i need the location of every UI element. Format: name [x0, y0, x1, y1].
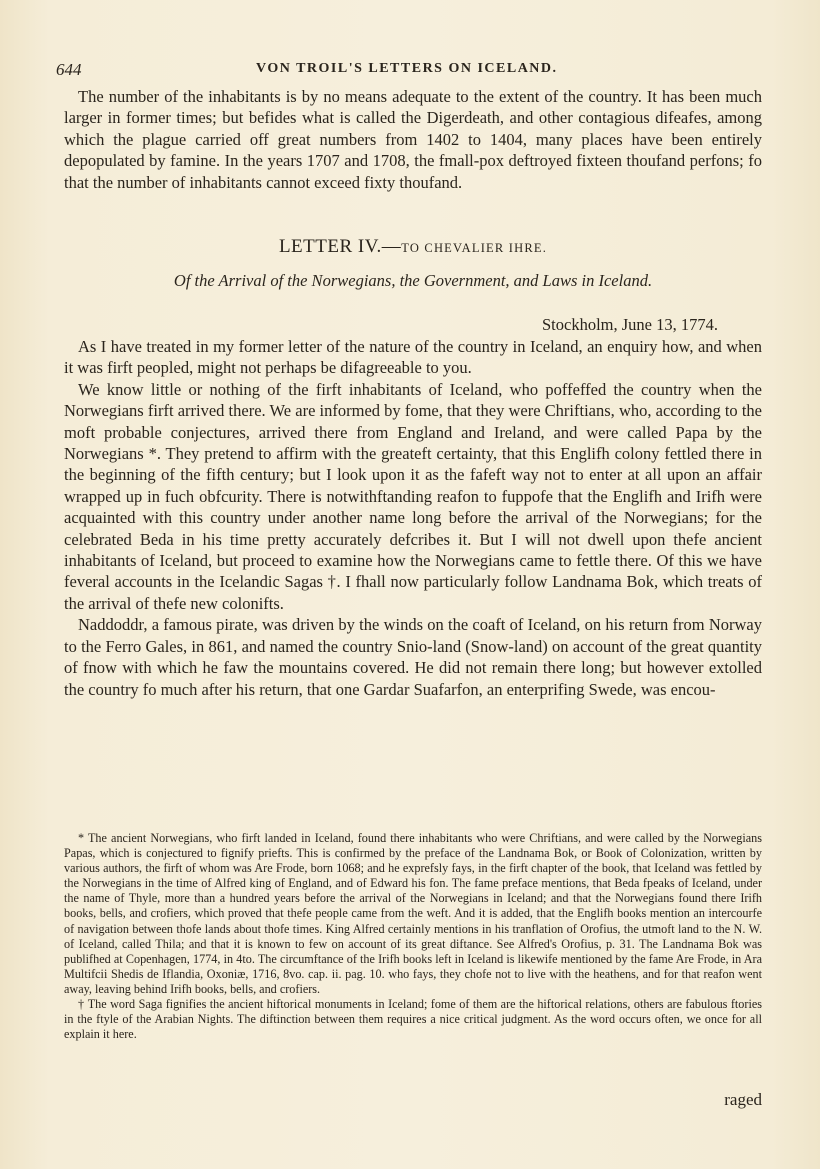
intro-paragraph: The number of the inhabitants is by no means adequate to the extent of the country. It has been much larger in former times; but befides what is called the Digerdeath, and other contagious difeafes, among which the plague carried off great numbers from 1402 to 1404, many places have been entirely depopulated by famine. In the years 1707 and 1708, the fmall-pox deftroyed fixteen thoufand perfons; fo that the number of inhabitants cannot exceed fixty thoufand. — [64, 87, 762, 192]
letter-paragraph: We know little or nothing of the firft inhabitants of Iceland, who poffeffed the country when the Norwegians firft arrived there. We are informed by fome, that they were Chriftians, who, according to the moft probable conjectures, arrived there from England and Ireland, and were called Papa by the Norwegians *. They pretend to affirm with the greateft certainty, that this Englifh colony fettled there in the beginning of the fifth century; but I look upon it as the fafeft way not to enter at all upon an affair wrapped up in fuch obfcurity. There is notwithftanding reafon to fuppofe that the Englifh and Irifh were acquainted with this country under another name long before the arrival of the Norwegians; for the celebrated Beda in his time pretty accurately defcribes it. But I will not dwell upon thefe ancient inhabitants of Iceland, but proceed to examine how the Norwegians came to fettle there. Of this we have feveral accounts in the Icelandic Sagas †. I fhall now particularly follow Landnama Bok, which treats of the arrival of thefe new colonifts. — [64, 379, 762, 613]
letter-recipient: TO CHEVALIER IHRE. — [401, 241, 548, 255]
letter-body — [64, 336, 762, 700]
running-head: VON TROIL'S LETTERS ON ICELAND. — [256, 61, 558, 76]
letter-subtitle: Of the Arrival of the Norwegians, the Government, and Laws in Iceland. — [173, 271, 653, 290]
page-header — [56, 58, 764, 88]
letter-heading — [64, 236, 762, 258]
letter-dateline: Stockholm, June 13, 1774. — [542, 315, 718, 334]
footnote: * The ancient Norwegians, who firft landed in Iceland, found there inhabitants who were Chriftians, and were called by the Norwegians Papas, which is conjectured to fignify priefts. This is confirmed by the preface of the Landnama Bok, or Book of Colonization, written by various authors, the firft of whom was Are Frode, born 1068; and he exprefsly fays, in the firft chapter of the book, that Iceland was fettled by the Norwegians in the time of Alfred king of England, and of Edward his fon. The fame preface mentions, that Beda fpeaks of Iceland, under the name of Thyle, more than a hundred years before the arrival of the Norwegians in Iceland; and that the Norwegians found there Irifh books, bells, and crofiers, which proved that thefe people came from the weft. And it is added, that the Englifh books mention an intercourfe of navigation between thofe lands about thofe times. King Alfred certainly mentions in his tranflation of Orofius, the utmoft land to the N. W. of Iceland, called Thila; and that it is known to few on account of its great diftance. See Alfred's Orofius, p. 31. The Landnama Bok was publifhed at Copenhagen, 1774, in 4to. The circumftance of the Irifh books left in Iceland is likewife mentioned by the fame Are Frode, in Ara Multifcii Shedis de Iflandia, Oxoniæ, 1716, 8vo. cap. ii. pag. 10. who fays, they chofe not to live with the heathens, and for that reafon went away, leaving behind Irifh books, bells, and crofiers. — [64, 831, 762, 996]
letter-paragraph: Naddoddr, a famous pirate, was driven by the winds on the coaft of Iceland, on his return from Norway to the Ferro Gales, in 861, and named the country Snio-land (Snow-land) on account of the great quantity of fnow with which he faw the mountains covered. He did not remain there long; but however extolled the country fo much after his return, that one Gardar Suafarfon, an enterprifing Swede, was encou- — [64, 615, 762, 699]
footnote: † The word Saga fignifies the ancient hiftorical monuments in Iceland; fome of them are the hiftorical relations, others are fabulous ftories in the ftyle of the Arabian Nights. The diftinction between them requires a nice critical judgment. As the word occurs often, we once for all explain it here. — [64, 997, 762, 1042]
page-number: 644 — [56, 60, 82, 79]
letter-title: LETTER IV.— — [278, 236, 402, 257]
catchword: raged — [724, 1090, 762, 1109]
footnotes — [64, 831, 762, 1042]
letter-paragraph: As I have treated in my former letter of the nature of the country in Iceland, an enquiry how, and when it was firft peopled, might not perhaps be difagreeable to you. — [64, 337, 762, 378]
